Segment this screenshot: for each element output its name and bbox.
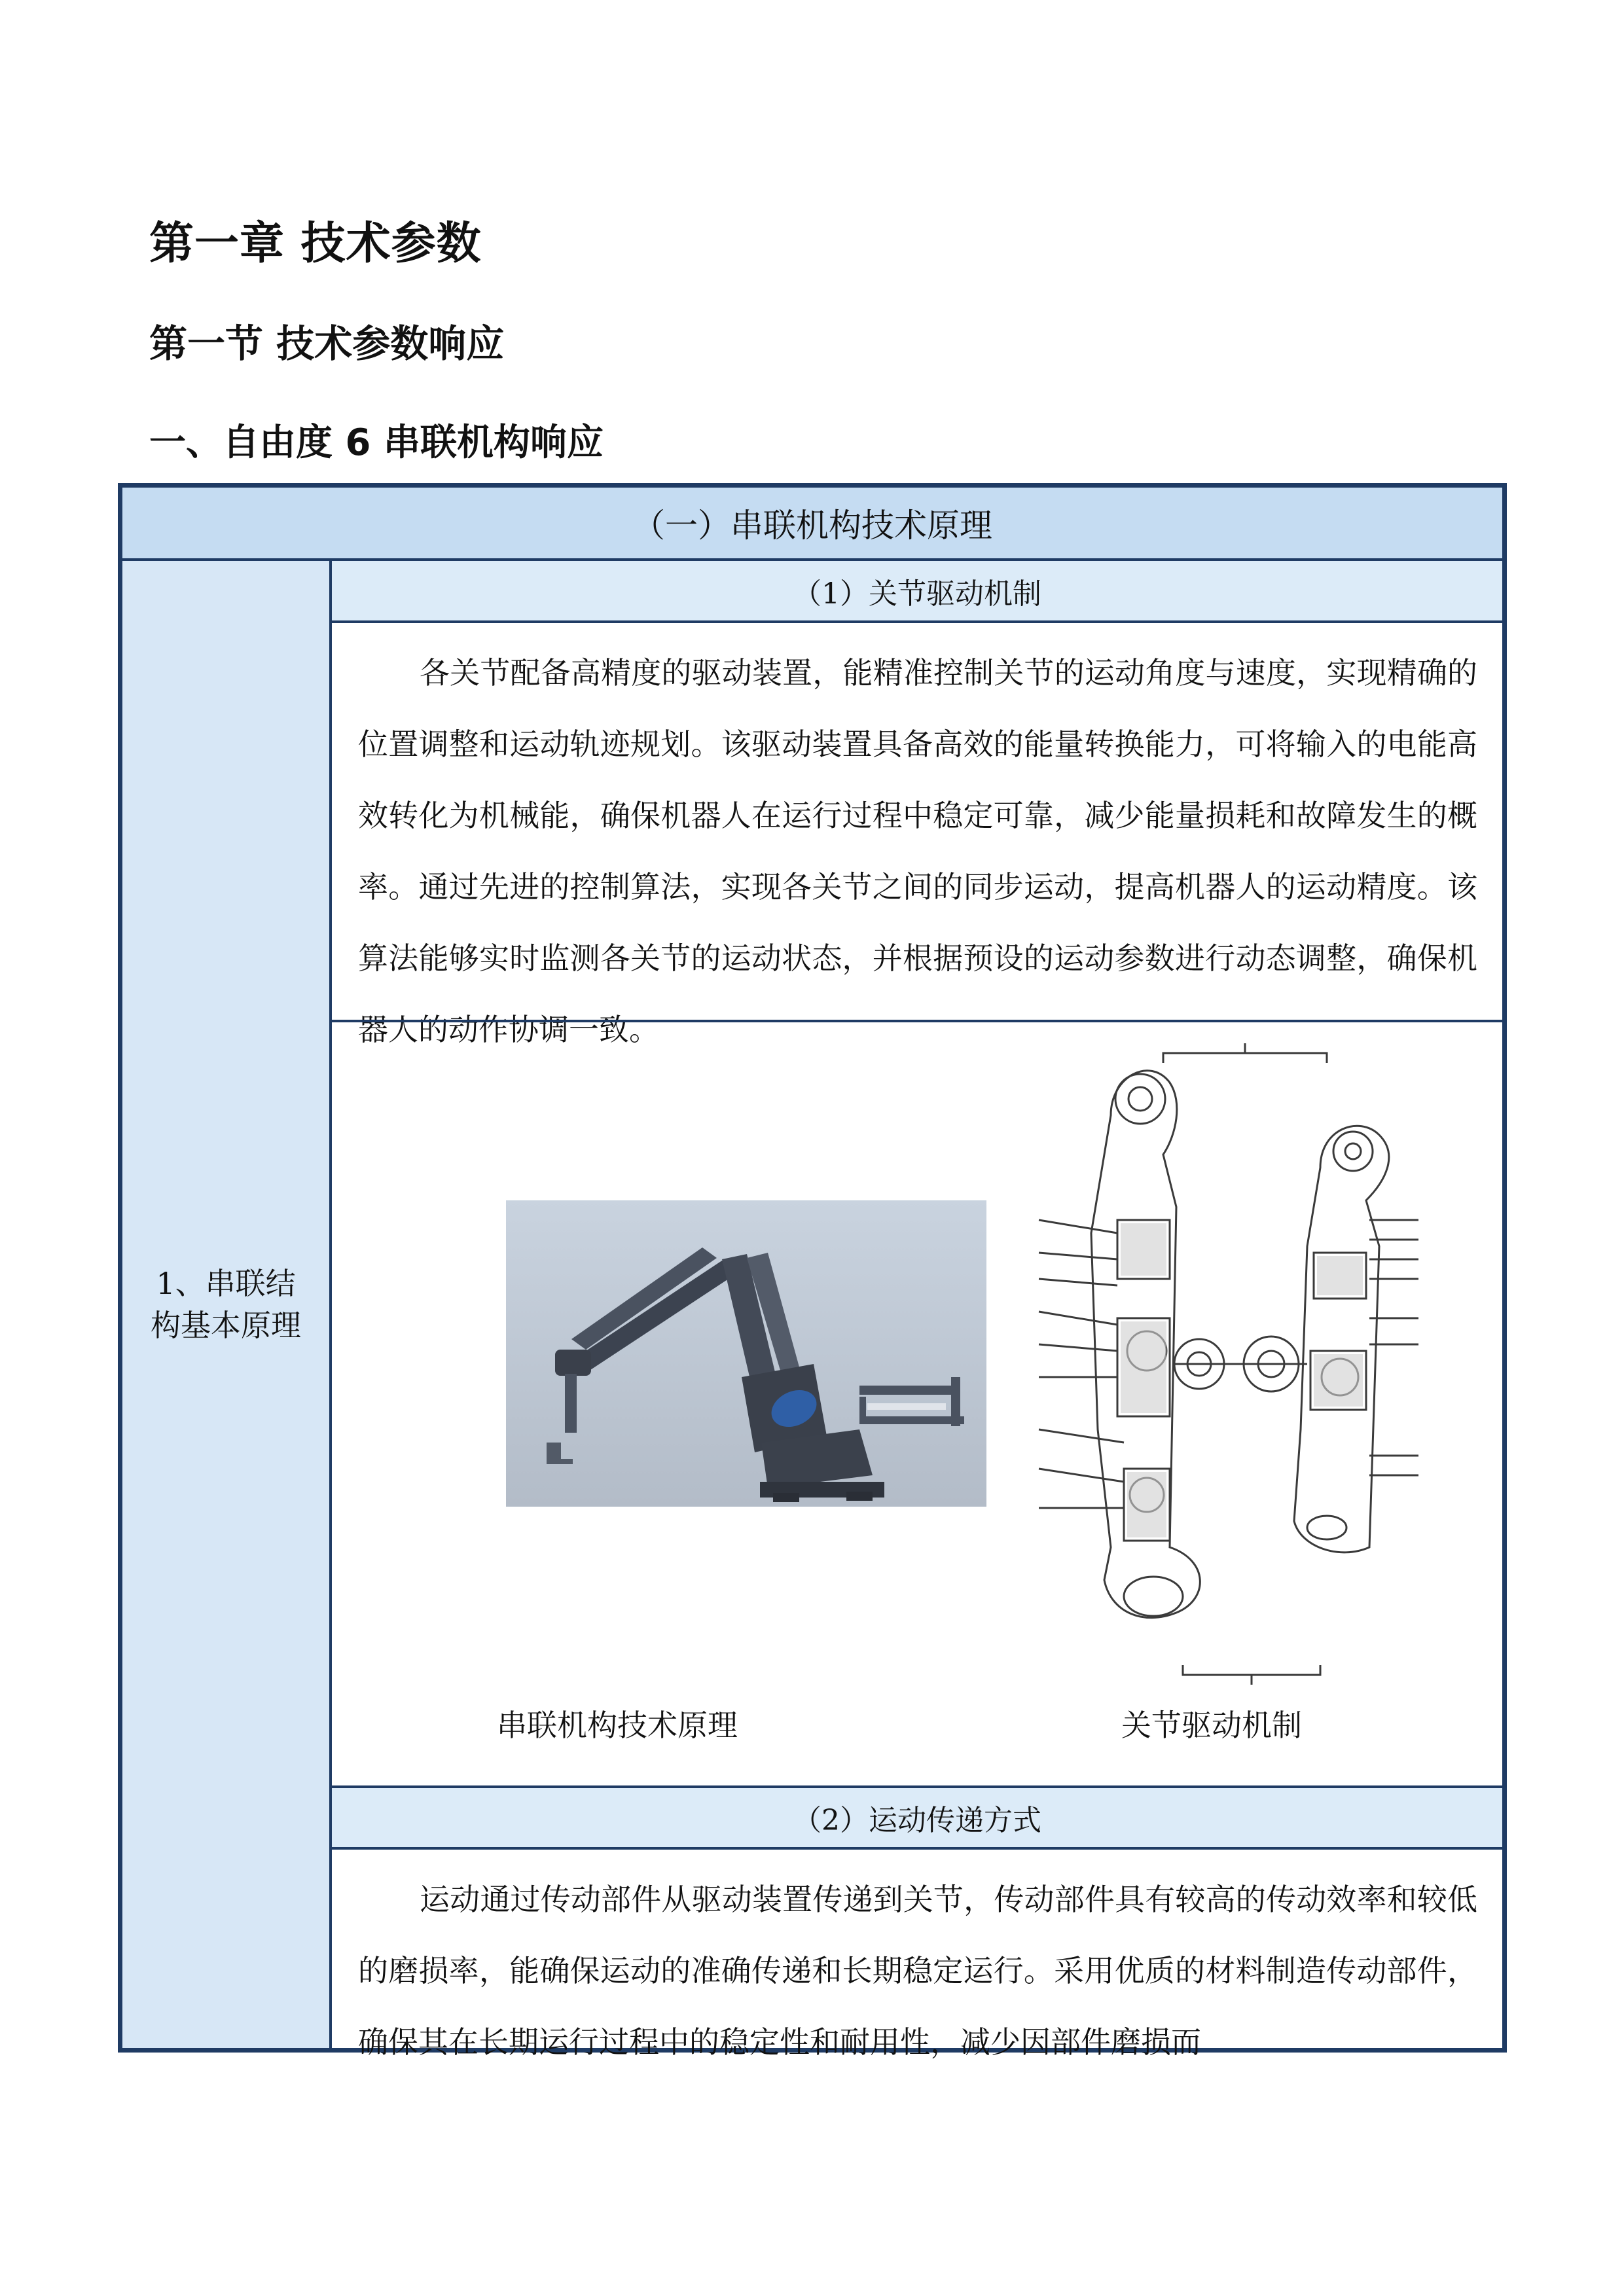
table-header: （一）串联机构技术原理 — [122, 488, 1502, 561]
subheader-joint-drive: （1）关节驱动机制 — [332, 561, 1502, 623]
row-label: 1、串联结构基本原理 — [151, 1266, 301, 1343]
subheader-motion-transmission: （2）运动传递方式 — [332, 1788, 1502, 1850]
figure-left-caption: 串联机构技术原理 — [497, 1708, 738, 1743]
subsection-title: 一、自由度 6 串联机构响应 — [149, 422, 604, 464]
joint-drive-exploded-drawing — [1013, 1037, 1458, 1698]
serial-robot-arm-figure — [506, 1200, 986, 1507]
motion-transmission-paragraph: 运动通过传动部件从驱动装置传递到关节，传动部件具有较高的传动效率和较低的磨损率，能确保运动的准确传递和长期稳定运行。采用优质的材料制造传动部件，确保其在长期运行过程中的稳定性和耐用性，减少因部件磨损而 — [358, 1882, 1477, 2060]
chapter-title: 第一章 技术参数 — [149, 218, 482, 270]
response-table — [118, 483, 1507, 2060]
section-title: 第一节 技术参数响应 — [149, 321, 505, 366]
figure-row — [332, 1020, 1502, 1788]
figure-right-caption: 关节驱动机制 — [1121, 1708, 1302, 1743]
joint-drive-paragraph: 各关节配备高精度的驱动装置，能精准控制关节的运动角度与速度，实现精确的位置调整和运动轨迹规划。该驱动装置具备高效的能量转换能力，可将输入的电能高效转化为机械能，确保机器人在运行过程中稳定可靠，减少能量损耗和故障发生的概率。通过先进的控制算法，实现各关节之间的同步运动，提高机器人的运动精度。该算法能够实时监测各关节的运动状态，并根据预设的运动参数进行动态调整，确保机器人的动作协调一致。 — [358, 655, 1477, 1047]
row-label-cell — [122, 561, 332, 2048]
